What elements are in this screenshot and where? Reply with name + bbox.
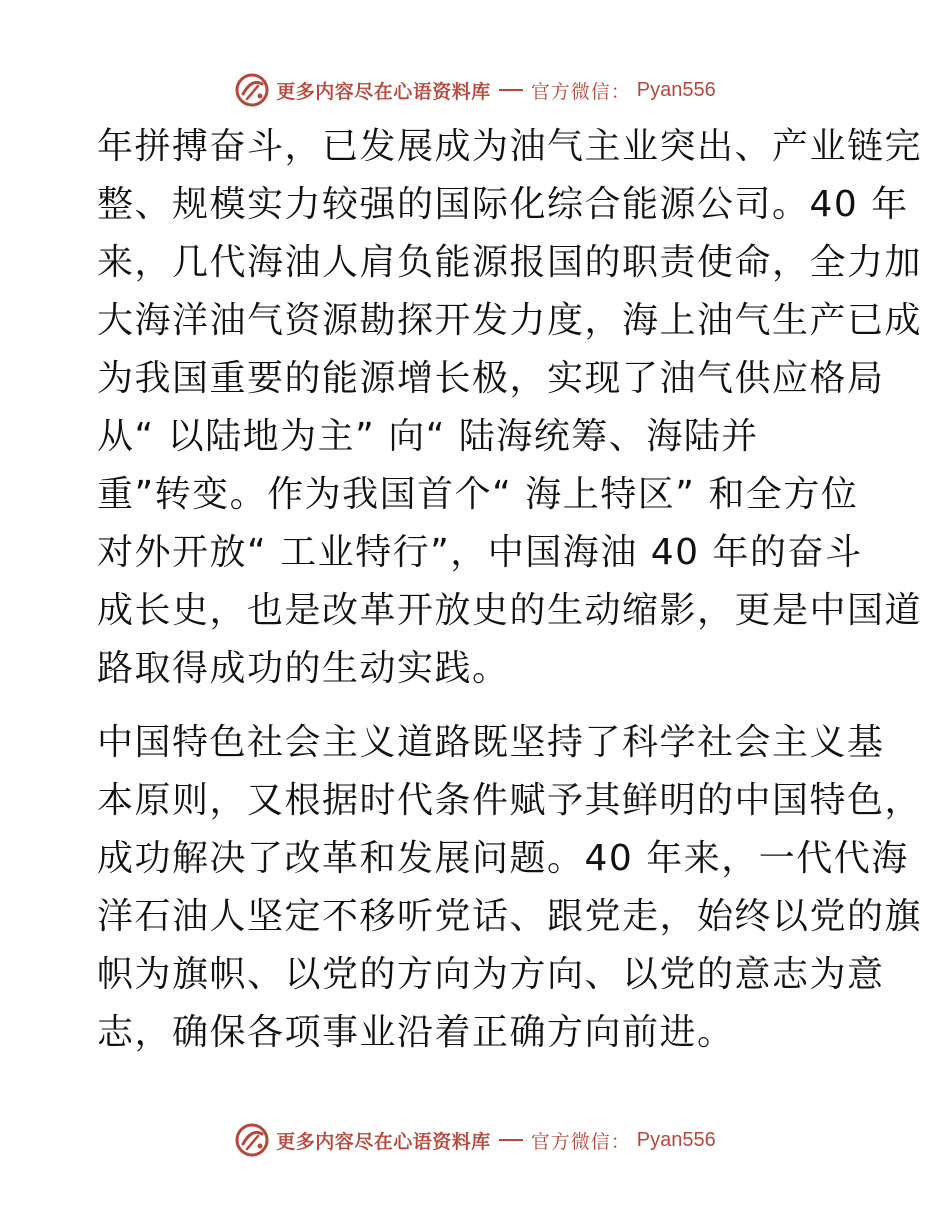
paragraph-2 (97, 714, 923, 1062)
text-line: 成功解决了改革和发展问题。40 年来，一代代海 (97, 838, 909, 879)
banner-wechat-label: 官方微信： (530, 1130, 631, 1153)
banner-divider (499, 1139, 523, 1141)
brand-logo-icon (234, 72, 270, 108)
paragraph-spacer (97, 698, 857, 714)
text-line: 志，确保各项事业沿着正确方向前进。 (97, 1012, 735, 1053)
banner-slogan: 更多内容尽在心语资料库 (276, 80, 491, 103)
text-line: 整、规模实力较强的国际化综合能源公司。40 年 (97, 184, 909, 225)
text-line: 年拼搏奋斗，已发展成为油气主业突出、产业链完 (97, 126, 923, 167)
text-line: 路取得成功的生动实践。 (97, 648, 510, 689)
footer-banner (0, 1118, 950, 1162)
banner-wechat-id: Pyan556 (636, 1128, 716, 1151)
text-line: 洋石油人坚定不移听党话、跟党走，始终以党的旗 (97, 896, 923, 937)
header-banner (0, 68, 950, 112)
banner-slogan: 更多内容尽在心语资料库 (276, 1130, 491, 1153)
text-line: 从“ 以陆地为主” 向“ 陆海统筹、海陆并 (97, 416, 759, 457)
text-line: 为我国重要的能源增长极，实现了油气供应格局 (97, 358, 885, 399)
banner-wechat-id: Pyan556 (636, 78, 716, 101)
text-line: 帜为旗帜、以党的方向为方向、以党的意志为意 (97, 954, 885, 995)
text-line: 本原则，又根据时代条件赋予其鲜明的中国特色， (97, 780, 923, 821)
article-body (97, 118, 923, 1062)
brand-logo-icon (234, 1122, 270, 1158)
text-line: 重”转变。作为我国首个“ 海上特区” 和全方位 (97, 474, 859, 515)
text-line: 来，几代海油人肩负能源报国的职责使命，全力加 (97, 242, 923, 283)
banner-wechat-label: 官方微信： (530, 80, 631, 103)
text-line: 大海洋油气资源勘探开发力度，海上油气生产已成 (97, 300, 923, 341)
paragraph-1 (97, 118, 923, 698)
text-line: 成长史，也是改革开放史的生动缩影，更是中国道 (97, 590, 923, 631)
text-line: 对外开放“ 工业特行”，中国海油 40 年的奋斗 (97, 532, 863, 573)
banner-divider (499, 89, 523, 91)
text-line: 中国特色社会主义道路既坚持了科学社会主义基 (97, 722, 885, 763)
